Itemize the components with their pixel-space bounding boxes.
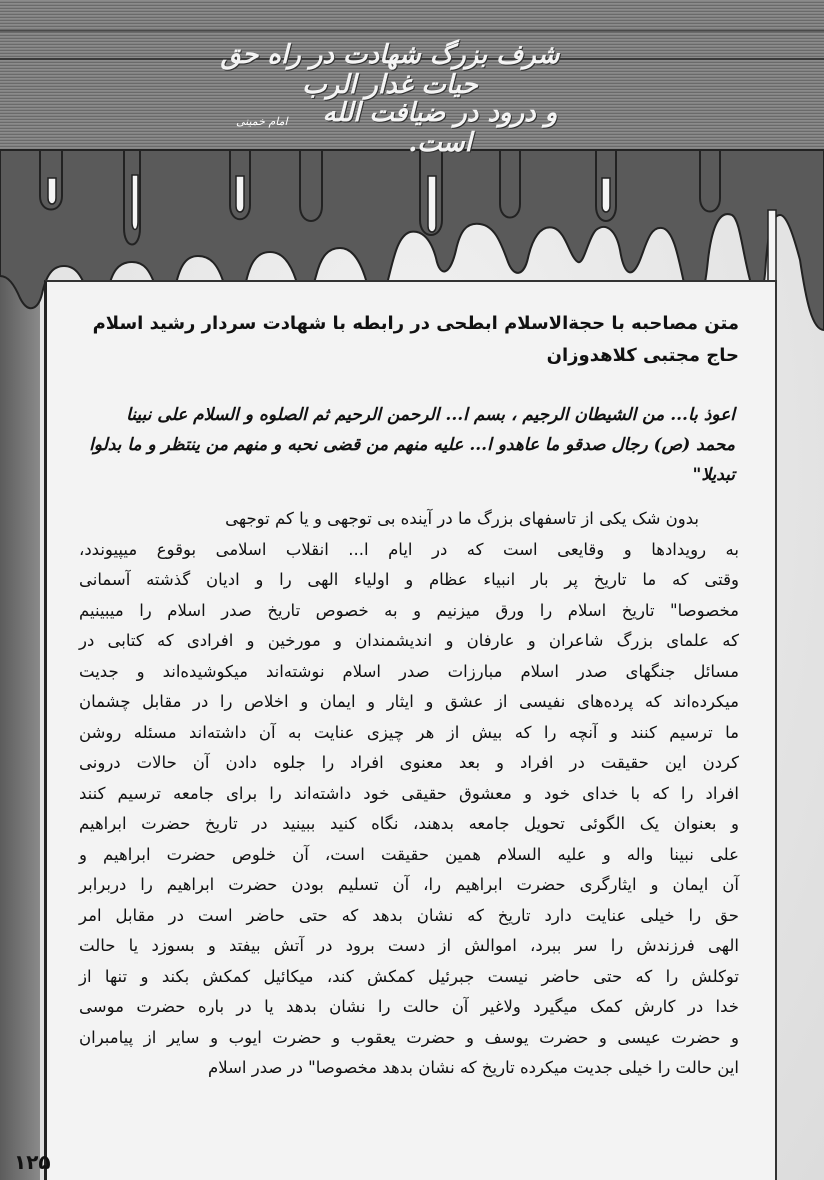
body-line: این حالت را خیلی جدیت میکرده تاریخ که نشان بدهد مخصوصا" در صدر اسلام [208, 1058, 739, 1077]
body-line: میکرده‌اند که پرده‌های نفیسی از عشق و ایثار و ایمان و اخلاص را در مقابل چشمان [79, 692, 739, 711]
slogan-signature: امام خمینی [236, 115, 288, 128]
opening-quote: اعوذ با... من الشیطان الرجیم ، بسم ا... الرحمن الرحیم ثم الصلوه و السلام علی نبینا محمد (ص) رجال صدقو ما عاهدو ا... علیه منهم من قضی نحبه و منهم من ینتظر و ما بدلوا تبدیلا" [89, 405, 735, 485]
slogan-line-2: و درود در ضیافت الله است. [322, 98, 558, 158]
body-line: مسائل جنگهای صدر اسلام مبارزات صدر اسلام نوشته‌اند میکوشیده‌اند و جدیت [79, 661, 739, 681]
body-line: حق را خیلی عنایت دارد تاریخ که نشان بدهد که حتی حاضر است در مقابل امر [79, 905, 739, 925]
body-line: بدون شک یکی از تاسفهای بزرگ ما در آینده بی توجهی و یا کم توجهی [225, 509, 699, 528]
body-line: وقتی که ما تاریخ پر بار انبیاء عظام و اولیاء الهی را و ادیان گذشته آسمانی [79, 570, 739, 589]
body-line: ما ترسیم کنند و آنچه را که بیش از هر چیزی عنایت به آن داشته‌اند مسئله روشن [79, 722, 739, 742]
page-number: ۱۲۵ [14, 1150, 51, 1174]
body-line: خدا در کارش کمک میگیرد ولاغیر آن حالت را نشان بدهد یا در باره حضرت موسی [79, 997, 739, 1016]
body-line: آن ایمان و ایثارگری حضرت ابراهیم را، آن تسلیم بودن حضرت ابراهیم را دربرابر [79, 875, 739, 894]
body-line: الهی فرزندش را سر ببرد، اموالش از دست برود در آتش بیفتد و بسوزد یا حالت [79, 936, 739, 955]
body-line: افراد را که با خدای خود و معشوق حقیقی خود داشته‌اند را برای جامعه ترسیم کنند [79, 783, 739, 803]
body-line: که علمای بزرگ شاعران و عارفان و اندیشمندان و مورخین و افرادی که کتابی در [79, 631, 739, 650]
body-line: علی نبینا واله و علیه السلام همین حقیقت است، آن خلوص حضرت ابراهیم و [79, 844, 739, 864]
body-line: به رویدادها و وقایعی است که در ایام ا... انقلاب اسلامی بوقوع میپیوندد، [79, 539, 739, 559]
body-line: و بعنوان یک الگوئی تحویل جامعه بدهند، نگاه کنید ببینید در تاریخ حضرت ابراهیم [79, 814, 739, 833]
slogan-line-1: شرف بزرگ شهادت در راه حق حیات غدار الرب [220, 40, 560, 100]
body-line: کردن این حقیقت در افراد و بعد معنوی افراد را جلوه دادن آن حالات درونی [79, 753, 739, 772]
body-line: و حضرت عیسی و حضرت یوسف و حضرت یعقوب و حضرت ایوب و سایر از پیامبران [79, 1027, 739, 1047]
article-title: متن مصاحبه با حجةالاسلام ابطحی در رابطه با شهادت سردار رشید اسلام حاج مجتبی کلاهدوزان [92, 313, 739, 366]
body-line: توکلش را که حتی حاضر نیست جبرئیل کمکش کند، میکائیل کمکش بکند و تنها از [79, 966, 739, 986]
article-panel [44, 280, 777, 1180]
article-body [79, 504, 739, 1084]
body-line: مخصوصا" تاریخ اسلام را ورق میزنیم و به خصوص تاریخ صدر اسلام را میبینیم [79, 600, 739, 620]
